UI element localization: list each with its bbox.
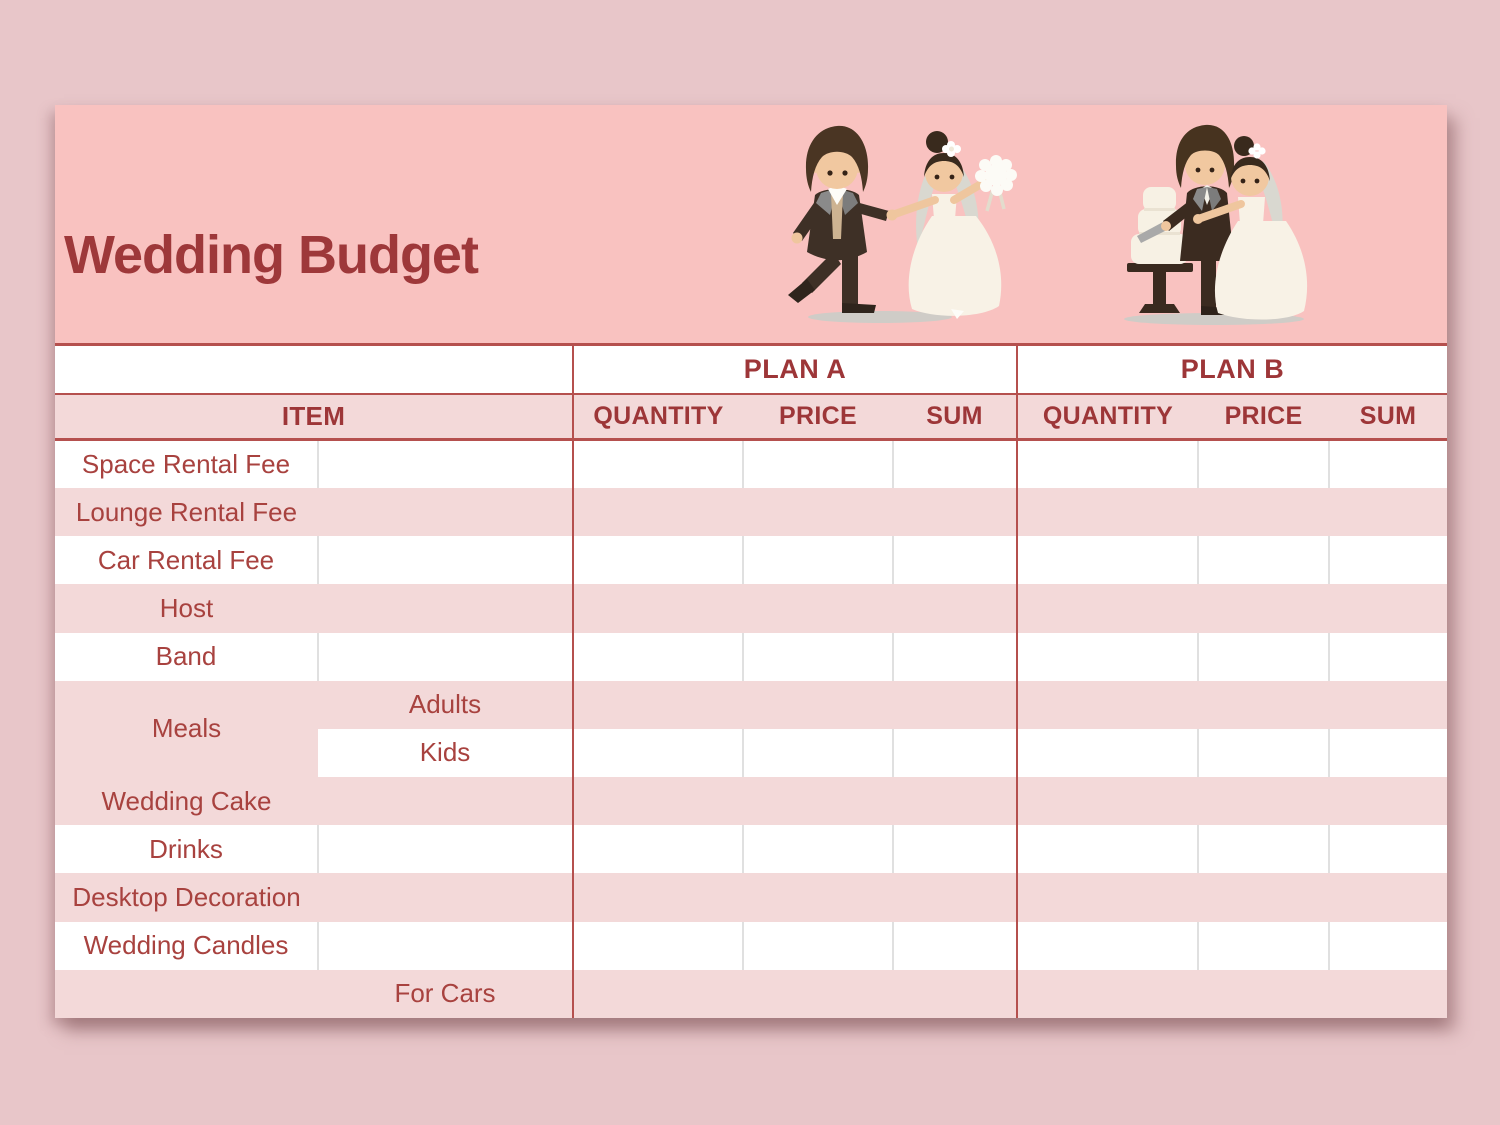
data-cell[interactable]	[743, 681, 893, 729]
item-cell: Wedding Candles	[55, 922, 318, 970]
data-cell[interactable]	[573, 440, 743, 488]
page-title: Wedding Budget	[64, 225, 478, 285]
data-cell[interactable]	[573, 536, 743, 584]
sub-item-cell[interactable]: Kids	[318, 729, 573, 777]
data-cell[interactable]	[1198, 970, 1329, 1018]
data-cell[interactable]	[1198, 536, 1329, 584]
sub-item-cell[interactable]: For Cars	[318, 970, 573, 1018]
table-row	[55, 633, 1447, 681]
data-cell[interactable]	[743, 825, 893, 873]
quantity-header-plan-a: QUANTITY	[573, 394, 743, 440]
data-cell[interactable]	[1329, 825, 1447, 873]
data-cell[interactable]	[1329, 536, 1447, 584]
data-cell[interactable]	[1017, 584, 1198, 632]
data-cell[interactable]	[1198, 488, 1329, 536]
item-cell: Drinks	[55, 825, 318, 873]
data-cell[interactable]	[893, 488, 1017, 536]
table-row	[55, 777, 1447, 825]
item-column-header: ITEM	[55, 394, 573, 440]
data-cell[interactable]	[1198, 777, 1329, 825]
budget-table	[55, 343, 1447, 1018]
table-row	[55, 440, 1447, 488]
data-cell[interactable]	[893, 584, 1017, 632]
data-cell[interactable]	[1329, 922, 1447, 970]
data-cell[interactable]	[743, 633, 893, 681]
data-cell[interactable]	[743, 488, 893, 536]
data-cell[interactable]	[1198, 922, 1329, 970]
sub-item-cell[interactable]	[318, 922, 573, 970]
budget-card	[55, 105, 1447, 1018]
data-cell[interactable]	[1329, 681, 1447, 729]
table-row	[55, 922, 1447, 970]
data-cell[interactable]	[893, 970, 1017, 1018]
data-cell[interactable]	[1198, 729, 1329, 777]
table-row	[55, 536, 1447, 584]
item-cell: Lounge Rental Fee	[55, 488, 318, 536]
data-cell[interactable]	[1198, 584, 1329, 632]
data-cell[interactable]	[573, 681, 743, 729]
data-cell[interactable]	[1198, 873, 1329, 921]
data-cell[interactable]	[893, 729, 1017, 777]
data-cell[interactable]	[743, 536, 893, 584]
price-header-plan-b: PRICE	[1198, 394, 1329, 440]
sub-item-cell[interactable]	[318, 440, 573, 488]
data-cell[interactable]	[1017, 633, 1198, 681]
data-cell[interactable]	[1017, 488, 1198, 536]
sum-header-plan-a: SUM	[893, 394, 1017, 440]
data-cell[interactable]	[1017, 970, 1198, 1018]
data-cell[interactable]	[573, 825, 743, 873]
data-cell[interactable]	[893, 536, 1017, 584]
data-cell[interactable]	[743, 440, 893, 488]
data-cell[interactable]	[573, 488, 743, 536]
data-cell[interactable]	[1017, 825, 1198, 873]
plan-a-header: PLAN A	[573, 345, 1017, 394]
data-cell[interactable]	[1329, 584, 1447, 632]
data-cell[interactable]	[1017, 440, 1198, 488]
data-cell[interactable]	[1198, 825, 1329, 873]
data-cell[interactable]	[573, 777, 743, 825]
quantity-header-plan-b: QUANTITY	[1017, 394, 1198, 440]
sub-item-cell[interactable]	[318, 536, 573, 584]
table-row	[55, 825, 1447, 873]
data-cell[interactable]	[893, 922, 1017, 970]
data-cell[interactable]	[743, 729, 893, 777]
sub-item-cell[interactable]	[318, 633, 573, 681]
data-cell[interactable]	[893, 777, 1017, 825]
data-cell[interactable]	[743, 873, 893, 921]
item-cell: Host	[55, 584, 318, 632]
plan-header-row	[55, 345, 1447, 394]
bride-groom-cake-cutting-illustration	[1117, 121, 1317, 326]
data-cell[interactable]	[1198, 633, 1329, 681]
item-cell: Band	[55, 633, 318, 681]
plan-b-header: PLAN B	[1017, 345, 1447, 394]
item-cell	[55, 970, 318, 1018]
sub-item-cell[interactable]: Adults	[318, 681, 573, 729]
data-cell[interactable]	[1329, 633, 1447, 681]
plan-header-spacer-cell	[55, 345, 573, 394]
sub-item-cell[interactable]	[318, 488, 573, 536]
data-cell[interactable]	[1329, 970, 1447, 1018]
data-cell[interactable]	[893, 825, 1017, 873]
data-cell[interactable]	[1017, 777, 1198, 825]
data-cell[interactable]	[893, 681, 1017, 729]
data-cell[interactable]	[1329, 488, 1447, 536]
sub-item-cell[interactable]	[318, 584, 573, 632]
data-cell[interactable]	[573, 584, 743, 632]
table-row	[55, 584, 1447, 632]
data-cell[interactable]	[1198, 681, 1329, 729]
data-cell[interactable]	[573, 922, 743, 970]
budget-table-area	[55, 343, 1447, 1018]
column-header-row	[55, 394, 1447, 440]
data-cell[interactable]	[1017, 922, 1198, 970]
bride-groom-walking-illustration	[785, 121, 1020, 326]
data-cell[interactable]	[893, 440, 1017, 488]
data-cell[interactable]	[1329, 440, 1447, 488]
data-cell[interactable]	[573, 633, 743, 681]
table-row	[55, 873, 1447, 921]
table-row	[55, 970, 1447, 1018]
data-cell[interactable]	[743, 970, 893, 1018]
data-cell[interactable]	[1017, 681, 1198, 729]
sum-header-plan-b: SUM	[1329, 394, 1447, 440]
data-cell[interactable]	[1329, 873, 1447, 921]
item-cell: Car Rental Fee	[55, 536, 318, 584]
item-cell: Meals	[55, 681, 318, 777]
data-cell[interactable]	[1017, 536, 1198, 584]
data-cell[interactable]	[573, 873, 743, 921]
data-cell[interactable]	[1017, 873, 1198, 921]
item-cell: Wedding Cake	[55, 777, 318, 825]
data-cell[interactable]	[743, 584, 893, 632]
item-cell: Space Rental Fee	[55, 440, 318, 488]
table-row	[55, 681, 1447, 729]
sub-item-cell[interactable]	[318, 777, 573, 825]
data-cell[interactable]	[1198, 440, 1329, 488]
data-cell[interactable]	[743, 922, 893, 970]
data-cell[interactable]	[573, 729, 743, 777]
sub-item-cell[interactable]	[318, 873, 573, 921]
data-cell[interactable]	[1329, 729, 1447, 777]
data-cell[interactable]	[743, 777, 893, 825]
table-row	[55, 488, 1447, 536]
data-cell[interactable]	[893, 873, 1017, 921]
item-cell: Desktop Decoration	[55, 873, 318, 921]
data-cell[interactable]	[573, 970, 743, 1018]
sub-item-cell[interactable]	[318, 825, 573, 873]
price-header-plan-a: PRICE	[743, 394, 893, 440]
data-cell[interactable]	[893, 633, 1017, 681]
header-banner	[55, 105, 1447, 343]
data-cell[interactable]	[1017, 729, 1198, 777]
data-cell[interactable]	[1329, 777, 1447, 825]
